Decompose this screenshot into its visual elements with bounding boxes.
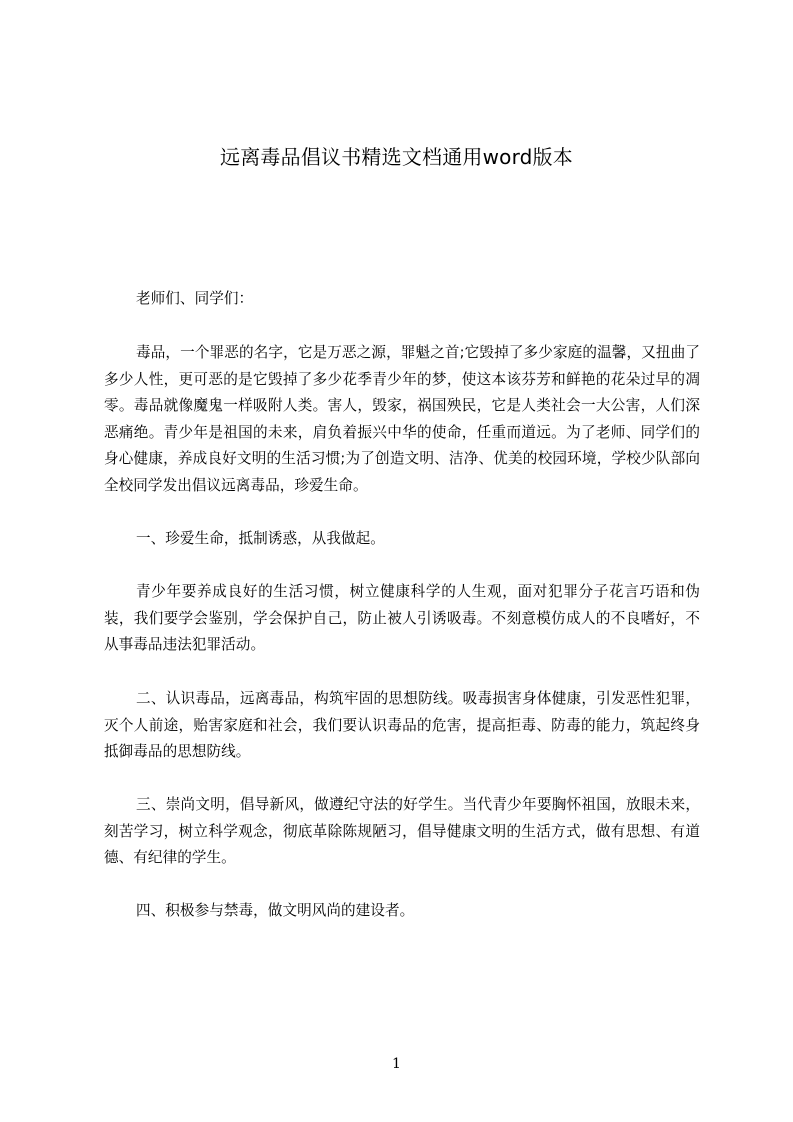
paragraph-section-one: 青少年要养成良好的生活习惯，树立健康科学的人生观，面对犯罪分子花言巧语和伪装，我们要学会鉴别，学会保护自己，防止被人引诱吸毒。不刻意模仿成人的不良嗜好，不从事毒品违法犯罪活动。 [104,583,700,653]
document-title: 远离毒品倡议书精选文档通用word版本 [220,145,573,169]
page-number: 1 [392,1056,401,1072]
section-heading-four: 四、积极参与禁毒，做文明风尚的建设者。 [136,902,415,919]
salutation: 老师们、同学们： [136,290,254,307]
section-heading-one: 一、珍爱生命，抵制诱惑，从我做起。 [136,530,385,547]
paragraph-section-two: 二、认识毒品，远离毒品，构筑牢固的思想防线。吸毒损害身体健康，引发恶性犯罪，灭个人前途，贻害家庭和社会，我们要认识毒品的危害，提高拒毒、防毒的能力，筑起终身抵御毒品的思想防线。 [104,690,700,760]
paragraph-section-three: 三、崇尚文明，倡导新风，做遵纪守法的好学生。当代青少年要胸怀祖国，放眼未来，刻苦学习，树立科学观念，彻底革除陈规陋习，倡导健康文明的生活方式，做有思想、有道德、有纪律的学生。 [104,796,700,866]
paragraph-introduction: 毒品，一个罪恶的名字，它是万恶之源，罪魁之首;它毁掉了多少家庭的温馨，又扭曲了多少人性，更可恶的是它毁掉了多少花季青少年的梦，使这本该芬芳和鲜艳的花朵过早的凋零。毒品就像魔鬼一样吸附人类。害人，毁家，祸国殃民，它是人类社会一大公害，人们深恶痛绝。青少年是祖国的未来，肩负着振兴中华的使命，任重而道远。为了老师、同学们的身心健康，养成良好文明的生活习惯;为了创造文明、洁净、优美的校园环境，学校少队部向全校同学发出倡议远离毒品，珍爱生命。 [104,344,700,494]
